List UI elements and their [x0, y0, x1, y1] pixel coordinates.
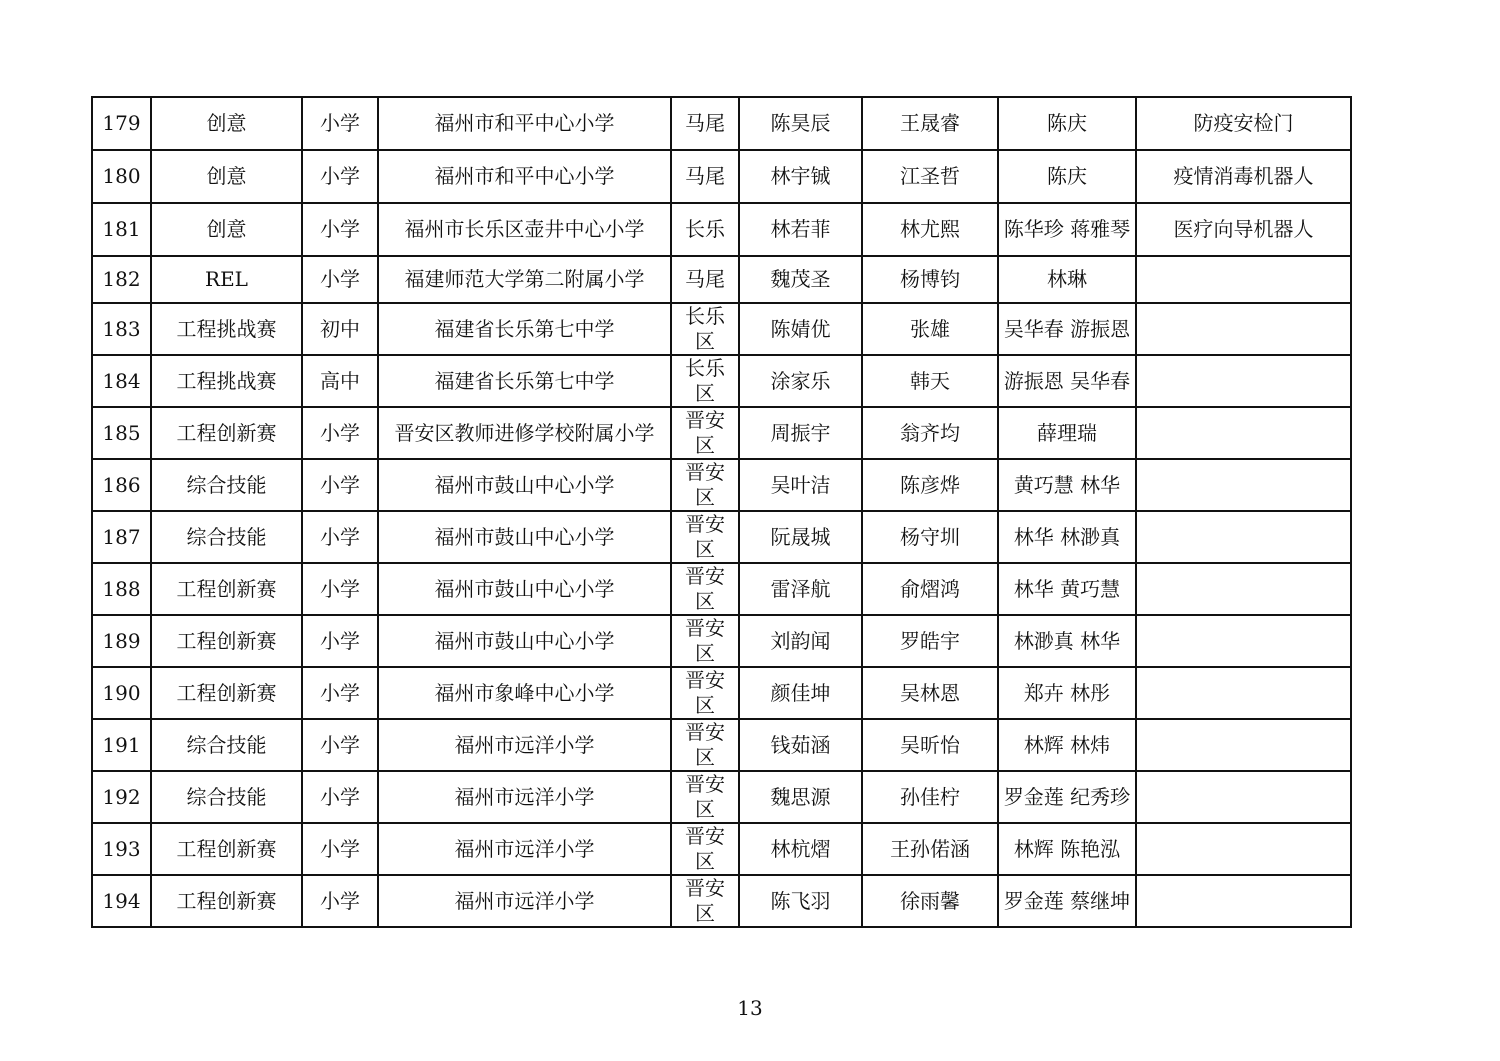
work-cell: 疫情消毒机器人: [1136, 150, 1351, 203]
school-cell: 福州市鼓山中心小学: [378, 615, 671, 667]
school-cell: 福州市远洋小学: [378, 875, 671, 927]
student2-cell: 张雄: [862, 303, 998, 355]
event-cell: 工程创新赛: [151, 823, 302, 875]
student1-cell: 陈飞羽: [739, 875, 862, 927]
row-number: 184: [92, 355, 151, 407]
table-row: [92, 719, 1351, 771]
level-cell: 小学: [302, 407, 378, 459]
school-cell: 福建省长乐第七中学: [378, 355, 671, 407]
level-cell: 小学: [302, 203, 378, 256]
school-cell: 福州市和平中心小学: [378, 150, 671, 203]
student1-cell: 林宇铖: [739, 150, 862, 203]
row-number: 186: [92, 459, 151, 511]
row-number: 188: [92, 563, 151, 615]
row-number: 190: [92, 667, 151, 719]
level-cell: 小学: [302, 771, 378, 823]
school-cell: 福建省长乐第七中学: [378, 303, 671, 355]
row-number: 181: [92, 203, 151, 256]
event-cell: 工程挑战赛: [151, 355, 302, 407]
level-cell: 小学: [302, 615, 378, 667]
row-number: 180: [92, 150, 151, 203]
work-cell: [1136, 459, 1351, 511]
student1-cell: 陈婧优: [739, 303, 862, 355]
table-row: [92, 667, 1351, 719]
district-cell: 晋安区: [671, 667, 739, 719]
school-cell: 福州市长乐区壶井中心小学: [378, 203, 671, 256]
district-cell: 晋安区: [671, 511, 739, 563]
work-cell: [1136, 771, 1351, 823]
table-row: [92, 355, 1351, 407]
event-cell: 综合技能: [151, 719, 302, 771]
student2-cell: 吴林恩: [862, 667, 998, 719]
row-number: 193: [92, 823, 151, 875]
student2-cell: 杨守圳: [862, 511, 998, 563]
student2-cell: 罗皓宇: [862, 615, 998, 667]
table-row: [92, 97, 1351, 150]
work-cell: [1136, 875, 1351, 927]
student2-cell: 韩天: [862, 355, 998, 407]
student2-cell: 杨博钧: [862, 256, 998, 303]
school-cell: 晋安区教师进修学校附属小学: [378, 407, 671, 459]
school-cell: 福州市象峰中心小学: [378, 667, 671, 719]
student1-cell: 颜佳坤: [739, 667, 862, 719]
district-cell: 晋安区: [671, 563, 739, 615]
table-row: [92, 203, 1351, 256]
event-cell: 工程创新赛: [151, 667, 302, 719]
student2-cell: 吴昕怡: [862, 719, 998, 771]
student1-cell: 吴叶洁: [739, 459, 862, 511]
district-cell: 马尾: [671, 97, 739, 150]
school-cell: 福州市远洋小学: [378, 771, 671, 823]
work-cell: [1136, 615, 1351, 667]
district-cell: 马尾: [671, 256, 739, 303]
student1-cell: 周振宇: [739, 407, 862, 459]
results-table: [91, 96, 1352, 928]
district-cell: 长乐区: [671, 355, 739, 407]
level-cell: 小学: [302, 563, 378, 615]
student2-cell: 徐雨馨: [862, 875, 998, 927]
table-row: [92, 823, 1351, 875]
table-row: [92, 150, 1351, 203]
level-cell: 小学: [302, 256, 378, 303]
event-cell: 工程创新赛: [151, 407, 302, 459]
school-cell: 福州市远洋小学: [378, 719, 671, 771]
student1-cell: 林若菲: [739, 203, 862, 256]
student1-cell: 钱茹涵: [739, 719, 862, 771]
event-cell: 工程创新赛: [151, 615, 302, 667]
district-cell: 晋安区: [671, 719, 739, 771]
teachers-cell: 郑卉 林彤: [998, 667, 1136, 719]
student2-cell: 林尤熙: [862, 203, 998, 256]
student1-cell: 林杭熠: [739, 823, 862, 875]
district-cell: 晋安区: [671, 823, 739, 875]
student2-cell: 王晟睿: [862, 97, 998, 150]
work-cell: [1136, 355, 1351, 407]
school-cell: 福州市和平中心小学: [378, 97, 671, 150]
row-number: 194: [92, 875, 151, 927]
school-cell: 福州市鼓山中心小学: [378, 459, 671, 511]
student1-cell: 刘韵闻: [739, 615, 862, 667]
school-cell: 福州市鼓山中心小学: [378, 511, 671, 563]
district-cell: 马尾: [671, 150, 739, 203]
table-row: [92, 407, 1351, 459]
teachers-cell: 陈华珍 蒋雅琴: [998, 203, 1136, 256]
row-number: 187: [92, 511, 151, 563]
student1-cell: 阮晟城: [739, 511, 862, 563]
district-cell: 晋安区: [671, 459, 739, 511]
table-row: [92, 459, 1351, 511]
school-cell: 福建师范大学第二附属小学: [378, 256, 671, 303]
district-cell: 长乐区: [671, 303, 739, 355]
level-cell: 小学: [302, 719, 378, 771]
teachers-cell: 林华 林渺真: [998, 511, 1136, 563]
work-cell: [1136, 823, 1351, 875]
table-row: [92, 615, 1351, 667]
work-cell: [1136, 303, 1351, 355]
work-cell: [1136, 407, 1351, 459]
table-row: [92, 511, 1351, 563]
work-cell: 防疫安检门: [1136, 97, 1351, 150]
teachers-cell: 林华 黄巧慧: [998, 563, 1136, 615]
student2-cell: 陈彦烨: [862, 459, 998, 511]
page-number: 13: [737, 996, 763, 1020]
level-cell: 小学: [302, 823, 378, 875]
teachers-cell: 罗金莲 蔡继坤: [998, 875, 1136, 927]
row-number: 192: [92, 771, 151, 823]
student2-cell: 俞熠鸿: [862, 563, 998, 615]
level-cell: 小学: [302, 150, 378, 203]
work-cell: [1136, 719, 1351, 771]
student1-cell: 魏思源: [739, 771, 862, 823]
level-cell: 初中: [302, 303, 378, 355]
district-cell: 晋安区: [671, 615, 739, 667]
work-cell: 医疗向导机器人: [1136, 203, 1351, 256]
event-cell: 创意: [151, 97, 302, 150]
student2-cell: 翁齐均: [862, 407, 998, 459]
student1-cell: 涂家乐: [739, 355, 862, 407]
teachers-cell: 林辉 林炜: [998, 719, 1136, 771]
level-cell: 小学: [302, 97, 378, 150]
event-cell: 创意: [151, 203, 302, 256]
event-cell: 综合技能: [151, 511, 302, 563]
level-cell: 小学: [302, 667, 378, 719]
row-number: 182: [92, 256, 151, 303]
teachers-cell: 林辉 陈艳泓: [998, 823, 1136, 875]
event-cell: REL: [151, 256, 302, 303]
student1-cell: 魏茂圣: [739, 256, 862, 303]
teachers-cell: 薛理瑞: [998, 407, 1136, 459]
school-cell: 福州市鼓山中心小学: [378, 563, 671, 615]
level-cell: 小学: [302, 875, 378, 927]
table-row: [92, 256, 1351, 303]
teachers-cell: 陈庆: [998, 150, 1136, 203]
teachers-cell: 林渺真 林华: [998, 615, 1136, 667]
district-cell: 晋安区: [671, 875, 739, 927]
student1-cell: 雷泽航: [739, 563, 862, 615]
teachers-cell: 陈庆: [998, 97, 1136, 150]
district-cell: 晋安区: [671, 407, 739, 459]
event-cell: 工程创新赛: [151, 875, 302, 927]
teachers-cell: 吴华春 游振恩: [998, 303, 1136, 355]
event-cell: 工程创新赛: [151, 563, 302, 615]
level-cell: 小学: [302, 511, 378, 563]
row-number: 179: [92, 97, 151, 150]
student2-cell: 王孙偌涵: [862, 823, 998, 875]
work-cell: [1136, 563, 1351, 615]
work-cell: [1136, 511, 1351, 563]
event-cell: 工程挑战赛: [151, 303, 302, 355]
row-number: 191: [92, 719, 151, 771]
table-row: [92, 303, 1351, 355]
teachers-cell: 黄巧慧 林华: [998, 459, 1136, 511]
teachers-cell: 罗金莲 纪秀珍: [998, 771, 1136, 823]
district-cell: 晋安区: [671, 771, 739, 823]
level-cell: 高中: [302, 355, 378, 407]
student2-cell: 江圣哲: [862, 150, 998, 203]
event-cell: 创意: [151, 150, 302, 203]
level-cell: 小学: [302, 459, 378, 511]
event-cell: 综合技能: [151, 459, 302, 511]
district-cell: 长乐: [671, 203, 739, 256]
table-row: [92, 563, 1351, 615]
teachers-cell: 林琳: [998, 256, 1136, 303]
event-cell: 综合技能: [151, 771, 302, 823]
row-number: 185: [92, 407, 151, 459]
work-cell: [1136, 667, 1351, 719]
table-row: [92, 875, 1351, 927]
row-number: 189: [92, 615, 151, 667]
school-cell: 福州市远洋小学: [378, 823, 671, 875]
work-cell: [1136, 256, 1351, 303]
student1-cell: 陈昊辰: [739, 97, 862, 150]
row-number: 183: [92, 303, 151, 355]
teachers-cell: 游振恩 吴华春: [998, 355, 1136, 407]
student2-cell: 孙佳柠: [862, 771, 998, 823]
table-row: [92, 771, 1351, 823]
